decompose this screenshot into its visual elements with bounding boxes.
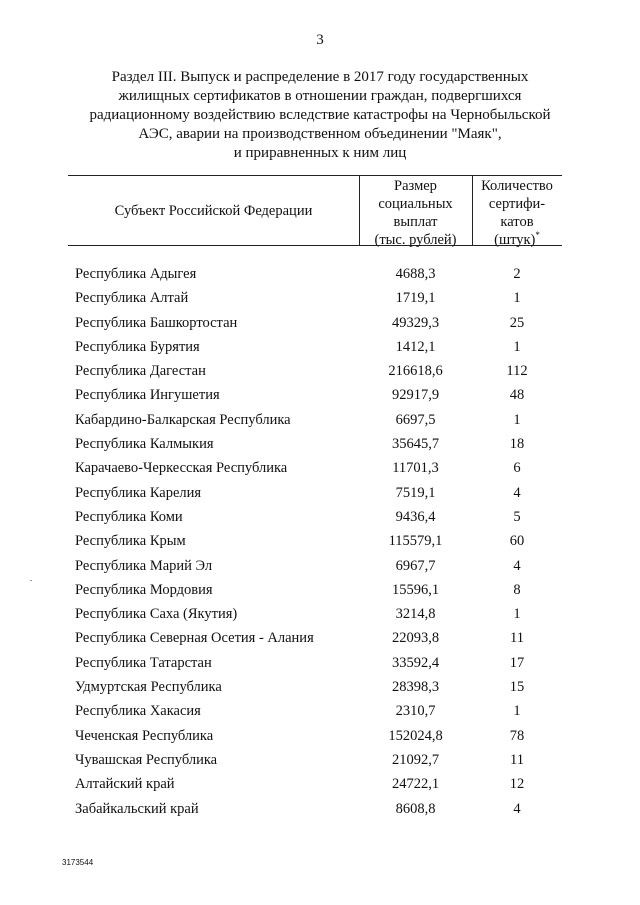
document-code: 3173544 [62,858,94,867]
header-line: (тыс. рублей) [374,232,457,248]
subject-name: Республика Адыгея [75,266,197,282]
table-row [0,456,640,480]
table-row [0,505,640,529]
title-line: АЭС, аварии на производственном объединении "Маяк", [138,126,502,142]
header-line: сертифи- [488,196,546,212]
table-top-rule [68,175,562,176]
section-title [60,68,580,163]
header-line: социальных [378,196,453,212]
payment-size: 9436,4 [395,508,436,525]
certificate-count: 6 [513,460,521,477]
subject-name: Удмуртская Республика [75,679,222,696]
table-row [0,602,640,626]
subject-name: Республика Ингушетия [75,387,220,404]
page-number: 3 [316,32,324,48]
subject-name: Кабардино-Балкарская Республика [75,411,291,428]
table-row [0,529,640,553]
subject-name: Карачаево-Черкесская Республика [75,460,288,477]
payment-size: 24722,1 [391,776,440,793]
certificate-count: 11 [510,630,524,647]
certificate-count: 2 [513,266,521,282]
payment-size: 22093,8 [391,630,440,647]
subject-name: Республика Мордовия [75,581,213,598]
subject-name: Республика Бурятия [75,338,200,355]
payment-size: 152024,8 [388,727,443,744]
certificate-count: 1 [513,338,521,355]
header-line: выплат [393,214,438,230]
table-body [0,262,640,821]
subject-name: Республика Дагестан [75,363,206,380]
subject-name: Республика Татарстан [75,654,212,671]
table-row [0,675,640,699]
payment-size: 2310,7 [395,703,436,720]
subject-name: Республика Саха (Якутия) [75,606,238,623]
certificate-count: 17 [509,654,525,671]
payment-size: 6697,5 [395,411,436,428]
table-row [0,432,640,456]
certificate-count: 11 [510,751,524,768]
payment-size: 3214,8 [395,606,436,623]
margin-mark [30,580,32,581]
certificate-count: 1 [513,703,521,720]
table-row [0,311,640,335]
payment-size: 35645,7 [391,436,440,453]
payment-size: 7519,1 [395,484,436,501]
header-line: Размер [394,178,437,194]
certificate-count: 1 [513,290,521,307]
certificate-count: 12 [509,776,525,793]
subject-name: Республика Башкортостан [75,314,238,331]
table-row [0,578,640,602]
certificate-count: 112 [506,363,528,380]
certificate-count: 1 [513,411,521,428]
payment-size: 8608,8 [395,800,436,817]
table-row [0,335,640,359]
payment-size: 6967,7 [395,557,436,574]
subject-name: Республика Северная Осетия - Алания [75,630,314,647]
title-line: и приравненных к ним лиц [233,145,407,161]
payment-size: 11701,3 [392,460,439,477]
payment-size: 15596,1 [391,581,440,598]
payment-size: 1412,1 [395,338,436,355]
header-payment-size [359,177,472,249]
payment-size: 115579,1 [388,533,443,550]
subject-name: Чувашская Республика [75,751,218,768]
header-subject: Субъект Российской Федерации [114,203,313,219]
header-unit: (штук) [494,232,536,248]
table-row [0,359,640,383]
certificate-count: 4 [513,557,521,574]
table-row [0,797,640,821]
footnote-mark: * [535,230,540,241]
header-certificate-count [472,177,562,249]
subject-name: Республика Хакасия [75,703,201,720]
subject-name: Республика Алтай [75,290,189,307]
subject-name: Забайкальский край [75,800,199,817]
table-row [0,724,640,748]
payment-size: 49329,3 [391,314,440,331]
subject-name: Республика Калмыкия [75,436,214,453]
table-row [0,408,640,432]
certificate-count: 18 [509,436,525,453]
table-row [0,286,640,310]
subject-name: Республика Марий Эл [75,557,213,574]
certificate-count: 4 [513,484,521,501]
table-row [0,748,640,772]
payment-size: 28398,3 [391,679,440,696]
certificate-count: 1 [513,606,521,623]
certificate-count: 8 [513,581,521,598]
header-line [472,231,562,249]
table-row [0,554,640,578]
title-line: жилищных сертификатов в отношении граждан, подвергшихся [118,88,522,104]
payment-size: 21092,7 [391,751,440,768]
payment-size: 1719,1 [395,290,436,307]
table-row [0,651,640,675]
table-row [0,383,640,407]
certificate-count: 78 [509,727,525,744]
table-row [0,481,640,505]
table-row [0,626,640,650]
header-line: катов [500,214,534,230]
payment-size: 92917,9 [391,387,440,404]
subject-name: Алтайский край [75,776,175,793]
certificate-count: 60 [509,533,525,550]
certificate-count: 15 [509,679,525,696]
table-row [0,699,640,723]
subject-name: Чеченская Республика [75,727,214,744]
certificate-count: 25 [509,314,525,331]
subject-name: Республика Карелия [75,484,202,501]
table-row [0,262,640,286]
payment-size: 4688,3 [395,266,436,282]
subject-name: Республика Коми [75,508,183,525]
title-line: Раздел III. Выпуск и распределение в 2017 году государственных [111,69,529,85]
header-line: Количество [481,178,553,194]
subject-name: Республика Крым [75,533,186,550]
table-row [0,772,640,796]
certificate-count: 48 [509,387,525,404]
certificate-count: 5 [513,508,521,525]
payment-size: 216618,6 [388,363,443,380]
certificate-count: 4 [513,800,521,817]
title-line: радиационному воздействию вследствие катастрофы на Чернобыльской [89,107,551,123]
payment-size: 33592,4 [391,654,440,671]
